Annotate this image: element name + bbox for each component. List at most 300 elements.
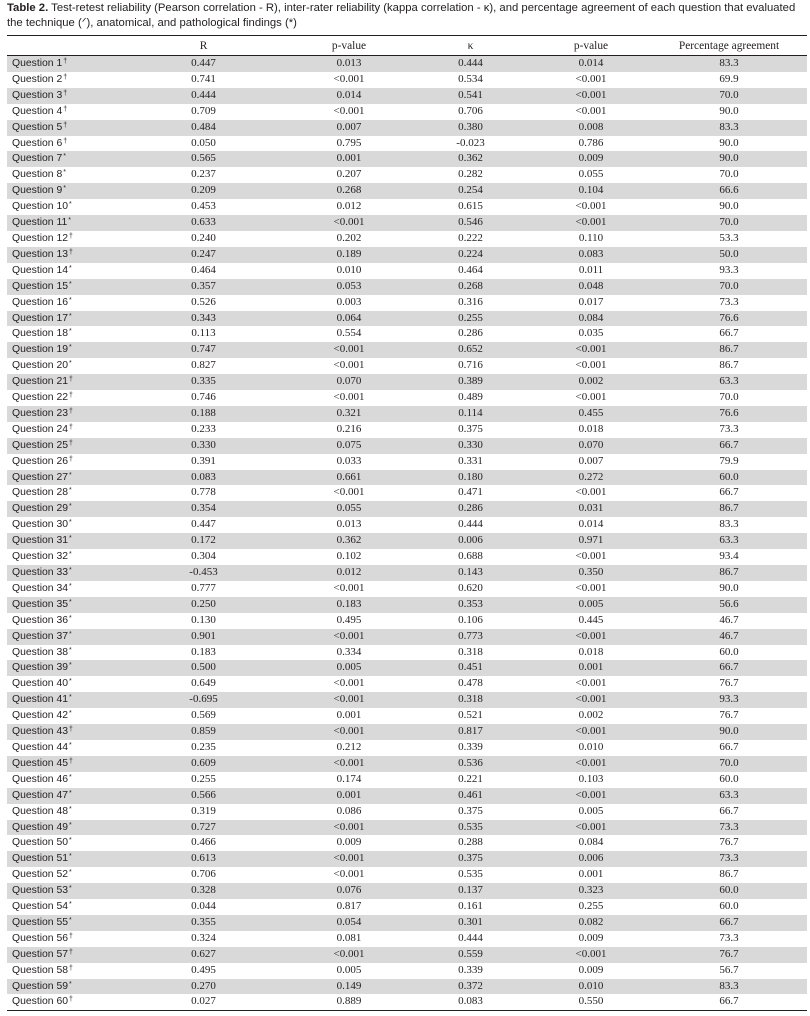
table-row — [7, 454, 807, 470]
question-label-cell — [7, 549, 119, 565]
kappa-value-cell: 0.316 — [458, 295, 483, 308]
question-label-cell — [7, 454, 119, 470]
table-row — [7, 326, 807, 342]
kappa-value-cell: 0.536 — [458, 756, 483, 769]
r-value-cell: 0.235 — [191, 740, 216, 753]
kappa-p-value-cell: <0.001 — [575, 820, 607, 833]
question-label-cell — [7, 597, 119, 613]
table-row — [7, 565, 807, 581]
percentage-agreement-cell: 90.0 — [719, 725, 739, 738]
r-p-value-cell: <0.001 — [333, 359, 365, 372]
table-row — [7, 438, 807, 454]
question-marker: † — [63, 137, 68, 145]
question-marker: * — [69, 264, 72, 272]
r-value-cell: 0.188 — [191, 406, 216, 419]
table-row — [7, 947, 807, 963]
question-label: Question 34 — [12, 582, 69, 594]
kappa-value-cell: 0.339 — [458, 963, 483, 976]
r-value-cell: -0.453 — [189, 566, 218, 578]
question-label: Question 49 — [12, 821, 69, 833]
kappa-p-value-cell: 0.018 — [578, 422, 604, 435]
r-p-value-cell: <0.001 — [333, 629, 365, 642]
reliability-table-container — [7, 35, 807, 1011]
percentage-agreement-cell: 76.6 — [719, 311, 739, 324]
kappa-p-value-cell: <0.001 — [575, 725, 607, 738]
r-p-value-cell: 0.174 — [336, 772, 362, 785]
question-marker: † — [69, 932, 73, 940]
kappa-value-cell: 0.546 — [458, 216, 483, 229]
kappa-value-cell: 0.559 — [458, 947, 483, 960]
question-marker: * — [63, 153, 66, 161]
kappa-value-cell: 0.339 — [458, 740, 483, 753]
question-label: Question 28 — [12, 487, 69, 499]
percentage-agreement-cell: 76.7 — [719, 709, 739, 722]
table-row — [7, 708, 807, 724]
r-p-value-cell: 0.054 — [336, 915, 362, 928]
kappa-p-value-cell: 0.550 — [531, 994, 651, 1010]
table-row — [7, 835, 807, 851]
r-value-cell: 0.484 — [191, 120, 216, 133]
percentage-agreement-cell: 76.7 — [719, 947, 739, 960]
r-p-value-cell: 0.001 — [336, 788, 362, 801]
r-p-value-cell: 0.102 — [336, 550, 362, 563]
question-label-cell — [7, 629, 119, 645]
header-r: R — [119, 36, 288, 56]
question-marker: † — [69, 964, 73, 972]
kappa-p-value-cell: 0.786 — [578, 136, 604, 149]
question-label-cell — [7, 835, 119, 851]
question-label-cell — [7, 931, 119, 947]
table-row — [7, 820, 807, 836]
question-label: Question 46 — [12, 773, 69, 785]
question-marker: * — [69, 805, 72, 813]
kappa-value-cell: 0.535 — [458, 820, 483, 833]
percentage-agreement-cell: 60.0 — [719, 772, 739, 785]
question-marker: * — [69, 471, 72, 479]
question-label: Question 30 — [12, 519, 69, 531]
r-value-cell: 0.495 — [191, 963, 216, 976]
kappa-value-cell: 0.773 — [458, 629, 483, 642]
question-label-cell — [7, 517, 119, 533]
question-label: Question 24 — [12, 423, 69, 435]
r-value-cell: 0.324 — [191, 931, 216, 944]
table-row — [7, 247, 807, 263]
question-label: Question 3 — [12, 89, 63, 101]
r-value-cell: 0.859 — [191, 725, 216, 738]
r-p-value-cell: 0.012 — [336, 566, 362, 578]
table-row — [7, 422, 807, 438]
kappa-value-cell: 0.489 — [458, 391, 483, 404]
question-label: Question 54 — [12, 901, 69, 913]
kappa-p-value-cell: 0.009 — [578, 931, 604, 944]
question-label: Question 33 — [12, 567, 69, 578]
kappa-p-value-cell: 0.104 — [578, 184, 604, 197]
table-row — [7, 151, 807, 167]
table-row — [7, 136, 807, 152]
kappa-value-cell: 0.330 — [458, 438, 483, 451]
r-value-cell: 0.304 — [191, 550, 216, 563]
r-p-value-cell: 0.013 — [336, 57, 362, 69]
r-value-cell: 0.050 — [191, 136, 216, 149]
question-marker: † — [69, 407, 73, 415]
percentage-agreement-cell: 66.6 — [719, 184, 739, 197]
kappa-p-value-cell: 0.455 — [578, 406, 604, 419]
r-value-cell: 0.319 — [191, 804, 216, 817]
kappa-value-cell: 0.535 — [458, 868, 483, 881]
question-marker: † — [69, 455, 73, 463]
kappa-value-cell: 0.221 — [458, 772, 483, 785]
table-row — [7, 645, 807, 661]
question-marker: * — [69, 869, 72, 877]
table-row — [7, 358, 807, 374]
kappa-p-value-cell: 0.048 — [578, 279, 604, 292]
question-marker: † — [69, 423, 73, 431]
question-label-cell — [7, 215, 119, 231]
r-value-cell: 0.209 — [191, 184, 216, 197]
question-marker: * — [69, 678, 72, 686]
question-marker: † — [69, 248, 73, 256]
question-label: Question 16 — [12, 296, 69, 308]
kappa-value-cell: 0.716 — [458, 359, 483, 372]
kappa-p-value-cell: 0.084 — [578, 836, 604, 849]
kappa-value-cell: 0.114 — [458, 406, 483, 419]
table-row — [7, 311, 807, 327]
r-value-cell: 0.343 — [191, 311, 216, 324]
r-value-cell: 0.357 — [191, 279, 216, 292]
question-label-cell — [7, 120, 119, 136]
table-row — [7, 740, 807, 756]
percentage-agreement-cell: 76.7 — [719, 677, 739, 690]
kappa-p-value-cell: <0.001 — [575, 947, 607, 960]
r-value-cell: 0.778 — [191, 486, 216, 499]
question-label: Question 27 — [12, 471, 69, 483]
header-kappa-p-value: p-value — [531, 36, 651, 56]
percentage-agreement-cell: 70.0 — [719, 88, 739, 101]
question-label-cell — [7, 56, 119, 72]
question-label: Question 8 — [12, 169, 63, 181]
r-value-cell: 0.183 — [191, 645, 216, 658]
table-row — [7, 167, 807, 183]
kappa-p-value-cell: <0.001 — [575, 693, 607, 706]
kappa-value-cell: 0.444 — [458, 518, 483, 531]
table-body — [7, 56, 807, 1011]
table-row — [7, 406, 807, 422]
kappa-p-value-cell: 0.009 — [578, 152, 604, 165]
r-value-cell: 0.709 — [191, 104, 216, 117]
r-p-value-cell: 0.207 — [336, 168, 362, 181]
kappa-value-cell: 0.137 — [458, 884, 483, 897]
question-label: Question 42 — [12, 710, 69, 722]
r-p-value-cell: <0.001 — [333, 693, 365, 706]
kappa-p-value-cell: 0.002 — [578, 709, 604, 722]
kappa-p-value-cell: 0.007 — [578, 454, 604, 467]
r-p-value-cell: 0.076 — [336, 884, 362, 897]
kappa-p-value-cell: 0.445 — [578, 613, 604, 626]
percentage-agreement-cell: 86.7 — [719, 343, 739, 356]
question-label-cell — [7, 724, 119, 740]
question-label-cell — [7, 342, 119, 358]
r-value-cell: 0.240 — [191, 231, 216, 244]
question-label-cell — [7, 104, 119, 120]
question-label: Question 53 — [12, 885, 69, 897]
r-p-value-cell: 0.055 — [336, 502, 362, 515]
kappa-p-value-cell: 0.008 — [578, 120, 604, 133]
kappa-value-cell: 0.375 — [458, 422, 483, 435]
kappa-value-cell: 0.706 — [458, 104, 483, 117]
r-p-value-cell: <0.001 — [333, 104, 365, 117]
percentage-agreement-cell: 66.7 — [719, 661, 739, 674]
table-row — [7, 56, 807, 72]
percentage-agreement-cell: 79.9 — [719, 454, 739, 467]
question-marker: * — [69, 901, 72, 909]
table-row — [7, 390, 807, 406]
r-value-cell: 0.250 — [191, 597, 216, 610]
kappa-value-cell: 0.353 — [458, 597, 483, 610]
percentage-agreement-cell: 86.7 — [719, 868, 739, 881]
table-row — [7, 342, 807, 358]
kappa-value-cell: 0.288 — [458, 836, 483, 849]
table-row — [7, 660, 807, 676]
question-label: Question 26 — [12, 455, 69, 467]
question-label: Question 60 — [12, 996, 69, 1008]
question-label-cell — [7, 676, 119, 692]
question-label: Question 41 — [12, 694, 69, 706]
r-value-cell: 0.613 — [191, 852, 216, 865]
question-label-cell — [7, 756, 119, 772]
kappa-p-value-cell: 0.110 — [578, 231, 604, 244]
kappa-value-cell: 0.389 — [458, 375, 483, 388]
kappa-p-value-cell: 0.084 — [578, 311, 604, 324]
question-marker: † — [63, 73, 68, 81]
percentage-agreement-cell: 50.0 — [719, 247, 739, 260]
question-marker: * — [69, 614, 72, 622]
kappa-p-value-cell: 0.323 — [578, 884, 604, 897]
percentage-agreement-cell: 66.7 — [719, 740, 739, 753]
kappa-p-value-cell: 0.005 — [578, 804, 604, 817]
question-label-cell — [7, 374, 119, 390]
kappa-value-cell: 0.444 — [458, 57, 483, 69]
r-p-value-cell: 0.013 — [336, 518, 362, 531]
r-p-value-cell: 0.189 — [336, 247, 362, 260]
r-value-cell: 0.172 — [191, 534, 216, 547]
question-label: Question 35 — [12, 598, 69, 610]
question-marker: † — [63, 89, 68, 97]
kappa-value-cell: 0.534 — [458, 72, 483, 85]
question-marker: * — [69, 567, 72, 574]
kappa-value-cell: 0.372 — [458, 979, 483, 992]
percentage-agreement-cell: 83.3 — [719, 518, 739, 531]
r-value-cell: 0.247 — [191, 247, 216, 260]
table-row — [7, 183, 807, 199]
kappa-p-value-cell: 0.010 — [578, 740, 604, 753]
r-p-value-cell: <0.001 — [333, 216, 365, 229]
table-row — [7, 470, 807, 486]
table-row — [7, 931, 807, 947]
percentage-agreement-cell: 63.3 — [719, 375, 739, 388]
table-row — [7, 231, 807, 247]
question-marker: * — [69, 980, 72, 988]
table-row — [7, 851, 807, 867]
question-marker: † — [63, 105, 68, 113]
table-row — [7, 804, 807, 820]
percentage-agreement-cell: 70.0 — [719, 279, 739, 292]
question-label: Question 59 — [12, 980, 69, 992]
question-label-cell — [7, 231, 119, 247]
kappa-value-cell: 0.331 — [458, 454, 483, 467]
kappa-p-value-cell: 0.001 — [578, 661, 604, 674]
question-label: Question 21 — [12, 376, 69, 388]
question-marker: † — [69, 232, 73, 240]
question-marker: † — [69, 726, 73, 734]
table-row — [7, 963, 807, 979]
kappa-p-value-cell: 0.001 — [578, 868, 604, 881]
table-row — [7, 517, 807, 533]
question-label-cell — [7, 708, 119, 724]
r-p-value-cell: <0.001 — [333, 677, 365, 690]
header-percentage-agreement: Percentage agreement — [651, 36, 807, 56]
r-value-cell: 0.330 — [191, 438, 216, 451]
kappa-p-value-cell: <0.001 — [575, 581, 607, 594]
r-p-value-cell: <0.001 — [333, 391, 365, 404]
question-label-cell — [7, 279, 119, 295]
question-label: Question 23 — [12, 407, 69, 419]
percentage-agreement-cell: 66.7 — [719, 438, 739, 451]
r-value-cell: 0.044 — [191, 900, 216, 913]
question-label-cell — [7, 183, 119, 199]
question-label-cell — [7, 645, 119, 661]
question-label-cell — [7, 994, 119, 1010]
kappa-value-cell: 0.143 — [458, 566, 483, 578]
percentage-agreement-cell: 66.7 — [651, 994, 807, 1010]
percentage-agreement-cell: 86.7 — [719, 566, 739, 578]
kappa-p-value-cell: 0.011 — [578, 263, 604, 276]
table-row — [7, 581, 807, 597]
question-label: Question 29 — [12, 503, 69, 515]
question-marker: * — [63, 169, 66, 177]
question-label: Question 32 — [12, 551, 69, 563]
percentage-agreement-cell: 76.6 — [719, 406, 739, 419]
kappa-p-value-cell: <0.001 — [575, 104, 607, 117]
kappa-p-value-cell: <0.001 — [575, 756, 607, 769]
question-marker: * — [69, 837, 72, 845]
question-label-cell — [7, 565, 119, 581]
question-label-cell — [7, 470, 119, 486]
question-label-cell — [7, 692, 119, 708]
kappa-p-value-cell: <0.001 — [575, 391, 607, 404]
question-marker: † — [69, 757, 73, 765]
percentage-agreement-cell: 70.0 — [719, 391, 739, 404]
question-label: Question 15 — [12, 280, 69, 292]
r-value-cell: 0.901 — [191, 629, 216, 642]
kappa-p-value-cell: 0.272 — [578, 470, 604, 483]
question-label-cell — [7, 358, 119, 374]
r-p-value-cell: 0.817 — [336, 900, 362, 913]
question-marker: * — [69, 662, 72, 670]
r-p-value-cell: <0.001 — [333, 947, 365, 960]
percentage-agreement-cell: 93.3 — [719, 693, 739, 706]
question-label-cell — [7, 915, 119, 931]
r-value-cell: 0.569 — [191, 709, 216, 722]
question-label-cell — [7, 867, 119, 883]
kappa-value-cell: 0.521 — [458, 709, 483, 722]
r-value-cell: 0.444 — [191, 88, 216, 101]
r-p-value-cell: <0.001 — [333, 868, 365, 881]
r-value-cell: 0.827 — [191, 359, 216, 372]
question-label: Question 57 — [12, 948, 69, 960]
kappa-value-cell: 0.688 — [458, 550, 483, 563]
kappa-p-value-cell: 0.018 — [578, 645, 604, 658]
kappa-value-cell: 0.451 — [458, 661, 483, 674]
question-marker: * — [69, 551, 72, 559]
question-label-cell — [7, 660, 119, 676]
question-marker: * — [69, 646, 72, 654]
question-label: Question 44 — [12, 741, 69, 753]
r-p-value-cell: 0.661 — [336, 470, 362, 483]
percentage-agreement-cell: 90.0 — [719, 200, 739, 213]
kappa-value-cell: 0.222 — [458, 231, 483, 244]
r-value-cell: 0.609 — [191, 756, 216, 769]
question-label: Question 48 — [12, 805, 69, 817]
percentage-agreement-cell: 53.3 — [719, 231, 739, 244]
question-marker: † — [69, 439, 73, 447]
kappa-value-cell: 0.615 — [458, 200, 483, 213]
table-row — [7, 724, 807, 740]
percentage-agreement-cell: 70.0 — [719, 168, 739, 181]
table-row — [7, 88, 807, 104]
table-row — [7, 788, 807, 804]
percentage-agreement-cell: 46.7 — [719, 613, 739, 626]
r-p-value-cell: 0.495 — [336, 613, 362, 626]
kappa-p-value-cell: 0.014 — [578, 518, 604, 531]
r-value-cell: 0.466 — [191, 836, 216, 849]
header-r-p-value: p-value — [288, 36, 410, 56]
percentage-agreement-cell: 73.3 — [719, 422, 739, 435]
percentage-agreement-cell: 93.4 — [719, 550, 739, 563]
r-p-value-cell: 0.064 — [336, 311, 362, 324]
kappa-value-cell: 0.375 — [458, 804, 483, 817]
r-p-value-cell: 0.012 — [336, 200, 362, 213]
percentage-agreement-cell: 73.3 — [719, 852, 739, 865]
question-label-cell — [7, 883, 119, 899]
percentage-agreement-cell: 66.7 — [719, 804, 739, 817]
kappa-value-cell: 0.083 — [410, 994, 531, 1010]
kappa-p-value-cell: 0.070 — [578, 438, 604, 451]
r-p-value-cell: 0.362 — [336, 534, 362, 547]
percentage-agreement-cell: 90.0 — [719, 104, 739, 117]
percentage-agreement-cell: 60.0 — [719, 900, 739, 913]
question-label-cell — [7, 772, 119, 788]
percentage-agreement-cell: 60.0 — [719, 645, 739, 658]
table-row — [7, 597, 807, 613]
header-kappa: κ — [410, 36, 531, 56]
question-label-cell — [7, 263, 119, 279]
question-marker: * — [69, 853, 72, 861]
r-value-cell: 0.746 — [191, 391, 216, 404]
kappa-p-value-cell: 0.255 — [578, 900, 604, 913]
table-row — [7, 501, 807, 517]
r-value-cell: 0.237 — [191, 168, 216, 181]
r-p-value-cell: 0.334 — [336, 645, 362, 658]
percentage-agreement-cell: 76.7 — [719, 836, 739, 849]
question-marker: * — [69, 312, 72, 320]
percentage-agreement-cell: 63.3 — [719, 788, 739, 801]
kappa-value-cell: 0.282 — [458, 168, 483, 181]
percentage-agreement-cell: 66.7 — [719, 486, 739, 499]
percentage-agreement-cell: 66.7 — [719, 327, 739, 340]
r-value-cell: 0.627 — [191, 947, 216, 960]
question-label-cell — [7, 963, 119, 979]
table-row — [7, 883, 807, 899]
